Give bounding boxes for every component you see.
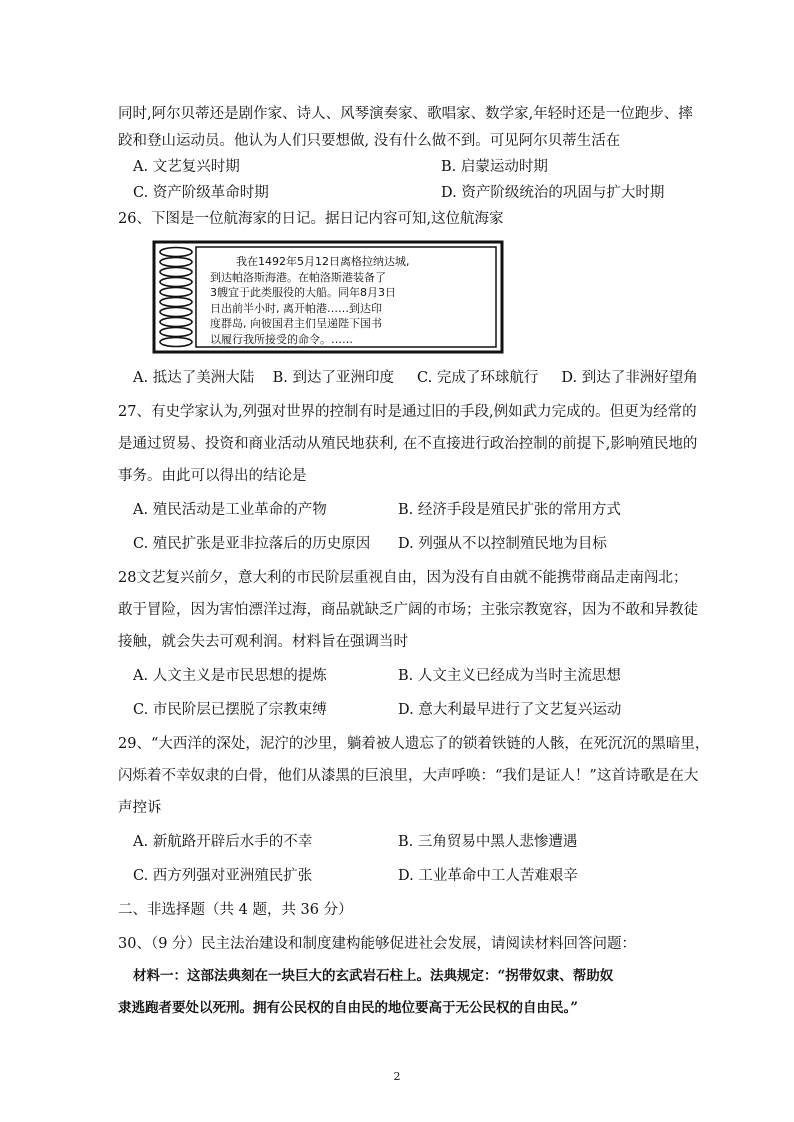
q25-option-d: D. 资产阶级统治的巩固与扩大时期 — [441, 185, 665, 201]
q25-option-c: C. 资产阶级革命时期 — [133, 185, 269, 201]
diary-text — [210, 254, 492, 347]
q27-text-line-3: 事务。由此可以得出的结论是 — [118, 468, 307, 484]
q28-option-d: D. 意大利最早进行了文艺复兴运动 — [398, 702, 622, 718]
q27-option-b: B. 经济手段是殖民扩张的常用方式 — [398, 502, 621, 518]
q28-option-b: B. 人文主义已经成为当时主流思想 — [398, 668, 621, 684]
q29-option-b: B. 三角贸易中黑人悲惨遭遇 — [398, 834, 578, 850]
q29-option-d: D. 工业革命中工人苦难艰辛 — [398, 868, 578, 884]
diary-figure — [148, 238, 508, 356]
q30-material1-line-1: 材料一：这部法典刻在一块巨大的玄武岩石柱上。法典规定：“拐带奴隶、帮助奴 — [133, 968, 614, 984]
diary-line-1: 我在1492年5月12日离格拉纳达城, — [236, 255, 410, 268]
q26-options: A. 抵达了美洲大陆 B. 到达了亚洲印度 C. 完成了环球航行 D. 到达了非洲好望角 — [133, 370, 698, 386]
q29-text-line-3: 声控诉 — [118, 800, 162, 816]
q28-text-line-1: 28文艺复兴前夕，意大利的市民阶层重视自由，因为没有自由就不能携带商品走南闯北； — [118, 570, 688, 586]
q25-option-b: B. 启蒙运动时期 — [441, 159, 548, 175]
q27-option-c: C. 殖民扩张是亚非拉落后的历史原因 — [133, 536, 371, 552]
diary-line-5: 度群岛, 向彼国君主们呈递陛下国书 — [210, 317, 382, 330]
q28-text-line-2: 敢于冒险，因为害怕漂洋过海，商品就缺乏广阔的市场；主张宗教宽容，因为不敢和异教徒 — [118, 602, 698, 618]
q30-material1-line-2: 隶逃跑者要处以死刑。拥有公民权的自由民的地位要高于无公民权的自由民。” — [118, 1000, 579, 1016]
page-number: 2 — [393, 1070, 401, 1083]
q29-option-a: A. 新航路开辟后水手的不幸 — [133, 834, 313, 850]
q27-option-d: D. 列强从不以控制殖民地为目标 — [398, 536, 607, 552]
q25-text-line-2: 跤和登山运动员。他认为人们只要想做, 没有什么做不到。可见阿尔贝蒂生活在 — [118, 133, 621, 149]
q28-text-line-3: 接触，就会失去可观利润。材料旨在强调当时 — [118, 634, 408, 650]
q27-text-line-1: 27、有史学家认为,列强对世界的控制有时是通过旧的手段,例如武力完成的。但更为经常的 — [118, 404, 697, 420]
diary-line-4: 日出前半小时, 离开帕港……到达印 — [210, 301, 382, 315]
q27-option-a: A. 殖民活动是工业革命的产物 — [133, 502, 327, 518]
q25-text-line-1: 同时,阿尔贝蒂还是剧作家、诗人、风琴演奏家、歌唱家、数学家,年轻时还是一位跑步、摔 — [118, 106, 693, 122]
diary-line-6: 以履行我所接受的命令。…… — [210, 332, 353, 346]
q27-text-line-2: 是通过贸易、投资和商业活动从殖民地获利, 在不直接进行政治控制的前提下,影响殖民地的 — [118, 436, 698, 452]
diary-line-3: 3艘宜于此类服役的大船。同年8月3日 — [210, 286, 396, 299]
q28-option-c: C. 市民阶层已摆脱了宗教束缚 — [133, 702, 327, 718]
diary-line-2: 到达帕洛斯海港。在帕洛斯港装备了 — [210, 270, 386, 284]
q25-option-a: A. 文艺复兴时期 — [133, 159, 240, 175]
q30-stem: 30、（9 分）民主法治建设和制度建构能够促进社会发展，请阅读材料回答问题： — [118, 936, 637, 952]
section-heading: 二、非选择题（共 4 题，共 36 分） — [118, 902, 353, 918]
q29-text-line-2: 闪烁着不幸奴隶的白骨，他们从漆黑的巨浪里，大声呼唤：“我们是证人！”这首诗歌是在大 — [118, 768, 699, 784]
q29-text-line-1: 29、“大西洋的深处，泥泞的沙里，躺着被人遗忘了的锁着铁链的人骸，在死沉沉的黑暗里， — [118, 736, 710, 752]
q28-option-a: A. 人文主义是市民思想的提炼 — [133, 668, 327, 684]
q29-option-c: C. 西方列强对亚洲殖民扩张 — [133, 868, 313, 884]
q26-stem: 26、下图是一位航海家的日记。据日记内容可知,这位航海家 — [118, 211, 504, 227]
